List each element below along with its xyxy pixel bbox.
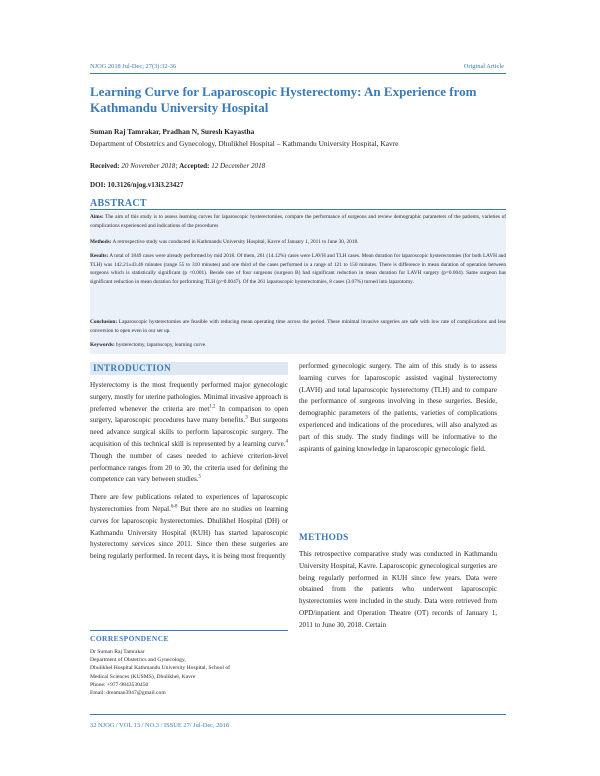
received-date: 20 November 2018 (121, 162, 176, 170)
introduction-right-column (299, 361, 497, 461)
keywords-text: hysterectomy, laparoscopy, learning curve. (116, 342, 207, 348)
abstract-keywords (90, 341, 506, 350)
correspondence-line: Department of Obstetrics and Gynecology, (90, 657, 186, 664)
abstract-heading: ABSTRACT (90, 198, 147, 209)
received-label: Received: (90, 162, 120, 170)
doi: DOI: 10.3126/njog.v13i3.23427 (90, 181, 184, 189)
journal-reference: NJOG 2018 Jul-Dec; 27(3):32-36 (90, 63, 177, 70)
citation: 1,2 (209, 404, 216, 410)
citation: 3 (245, 416, 248, 422)
methods-column (299, 549, 497, 638)
abstract-rule (90, 209, 506, 210)
keywords-label: Keywords: (90, 342, 115, 348)
results-label: Results: (90, 253, 109, 259)
header-rule (90, 73, 506, 74)
methods-label: Methods: (90, 239, 112, 245)
correspondence-line: Medical Sciences (KUSMS), Dhulikhel, Kavre (90, 673, 196, 680)
abstract-results (90, 252, 506, 286)
accepted-date: 12 December 2018 (211, 162, 266, 170)
correspondence-heading: CORRESPONDENCE (90, 634, 169, 643)
correspondence-email[interactable]: Email: dreaman3947@gmail.com (90, 690, 166, 697)
correspondence-details (90, 648, 300, 697)
abstract-methods (90, 238, 506, 247)
article-title: Learning Curve for Laparoscopic Hysterectomy: An Experience from Kathmandu University Hospital (90, 84, 477, 115)
intro-paragraph-1: Hysterectomy is the most frequently performed major gynecologic surgery, mostly for uterine pathologies. Minimal invasive approach is preferred whenever the criteria are met$^{1,2}$ In comparison to open surgery, laparoscopic procedures have many benefits.$^3$ But surgeons need advance surgical skills to perform laparoscopic surgery. The acquisition of this technical skill is represented by a learning curve.$^4$ Though the number of cases needed to achieve criterion-level performance ranges from 20 to 30, the criteria used for defining the competence can vary between studies.$^5$ (90, 381, 289, 484)
citation: 4 (285, 439, 288, 445)
authors: Suman Raj Tamrakar, Pradhan N, Suresh Kayastha (90, 127, 255, 136)
introduction-heading: INTRODUCTION (93, 364, 171, 374)
citation: 6-8 (170, 504, 178, 510)
introduction-left-column (90, 380, 288, 569)
correspondence-phone: Phone: +977-9843530450 (90, 681, 149, 688)
intro-paragraph-3: performed gynecologic surgery. The aim of this study is to assess learning curves for laparoscopic assisted vaginal hysterectomy (LAVH) and total laparoscopic hysterectomy (TLH) and to compare the performance of surgeons involving in these surgeries. Beside, demographic parameters of the patients, varieties of complications experienced and indications of the procedures, will also analyzed as part of this study. The study findings will be informative to the aspirants of gaining knowledge in laparoscopic gynecologic field. (299, 362, 497, 453)
methods-text: A retrospective study was conducted in Kathmandu University Hospital, Kavre of January 1, 2011 to June 30, 2018. (112, 239, 359, 245)
conclusion-text: Laparoscopic hysterectomies are feasible with reducing mean operating time across the period. These minimal invasive surgeries are safe with low rate of complications and less conversion to open even in our set up. (90, 319, 506, 334)
correspondence-rule (90, 630, 288, 631)
conclusion-label: Conclusion: (90, 319, 118, 325)
citation: 5 (198, 475, 202, 481)
aims-label: Aims: (90, 214, 104, 220)
abstract-aims (90, 213, 506, 230)
intro-paragraph-2: There are few publications related to experiences of laparoscopic hysterectomies from Nepal.$^{6-8}$ But there are no studies on learning curves for laparoscopic hysterectomies. Dhulikhel Hospital (DH) or Kathmandu University Hospital (KUH) has started laparoscopic hysterectomy services since 2011. Since then these surgeries are being regularly performed. In recent days, it is being most frequently (90, 493, 288, 561)
results-text: A total of 1849 cases were already performed by mid 2018. Of them, 261 (14.12%) cases were LAVH and TLH cases. Mean duration for laparoscopic hysterectomies (for both LAVH and TLH) was 142.21±43.46 minutes (range 55 to 310 minutes) and one third of the cases performed in a range of 121 to 150 minutes. There is difference in mean duration of operation between surgeons which is statistically significant (p <0.001). Beside one of four surgeons (surgeon B) had significant reduction in mean duration for LAVH surgery (p=0.004). Same surgeon has significant reduction in mean duration for performing TLH (p=0.0047). Of the 261 laparoscopic hysterectomies, 8 cases (3.07%) turned into laparotomy. (90, 253, 506, 285)
abstract-conclusion (90, 318, 506, 335)
accepted-label: Accepted: (179, 162, 210, 170)
correspondence-line: Dhulikhel Hospital Kathmandu University Hospital, School of (90, 665, 230, 672)
aims-text: The aim of this study is to assess learning curves for laparoscopic hysterectomies, compare the performance of surgeons and review demographic parameters of the patients, varieties of complications experienced and indications of the procedures (90, 214, 506, 229)
correspondence-line: Dr Suman Raj Tamrakar (90, 649, 145, 655)
article-dates: Received: 20 November 2018; Accepted: 12 December 2018 (90, 162, 266, 170)
methods-paragraph: This retrospective comparative study was conducted in Kathmandu University Hospital, Kavre. Laparoscopic gynecological surgeries are being regularly performed in KUH since few years. Data were obtained from the patients who underwent laparoscopic hysterectomies were included in the study. Data were retrieved from OPD/inpatient and Operation Theatre (OT) records of January 1, 2011 to June 30, 2018. Certain (299, 550, 497, 629)
affiliation: Department of Obstetrics and Gynecology, Dhulikhel Hospital – Kathmandu University Hospital, Kavre (90, 139, 399, 148)
footer-rule (90, 714, 506, 715)
methods-heading: METHODS (299, 533, 349, 543)
page-footer: 32 NJOG / VOL 13 / NO.3 / ISSUE 27/ Jul-Dec, 2018 (90, 722, 229, 729)
article-type: Original Article (463, 63, 504, 70)
